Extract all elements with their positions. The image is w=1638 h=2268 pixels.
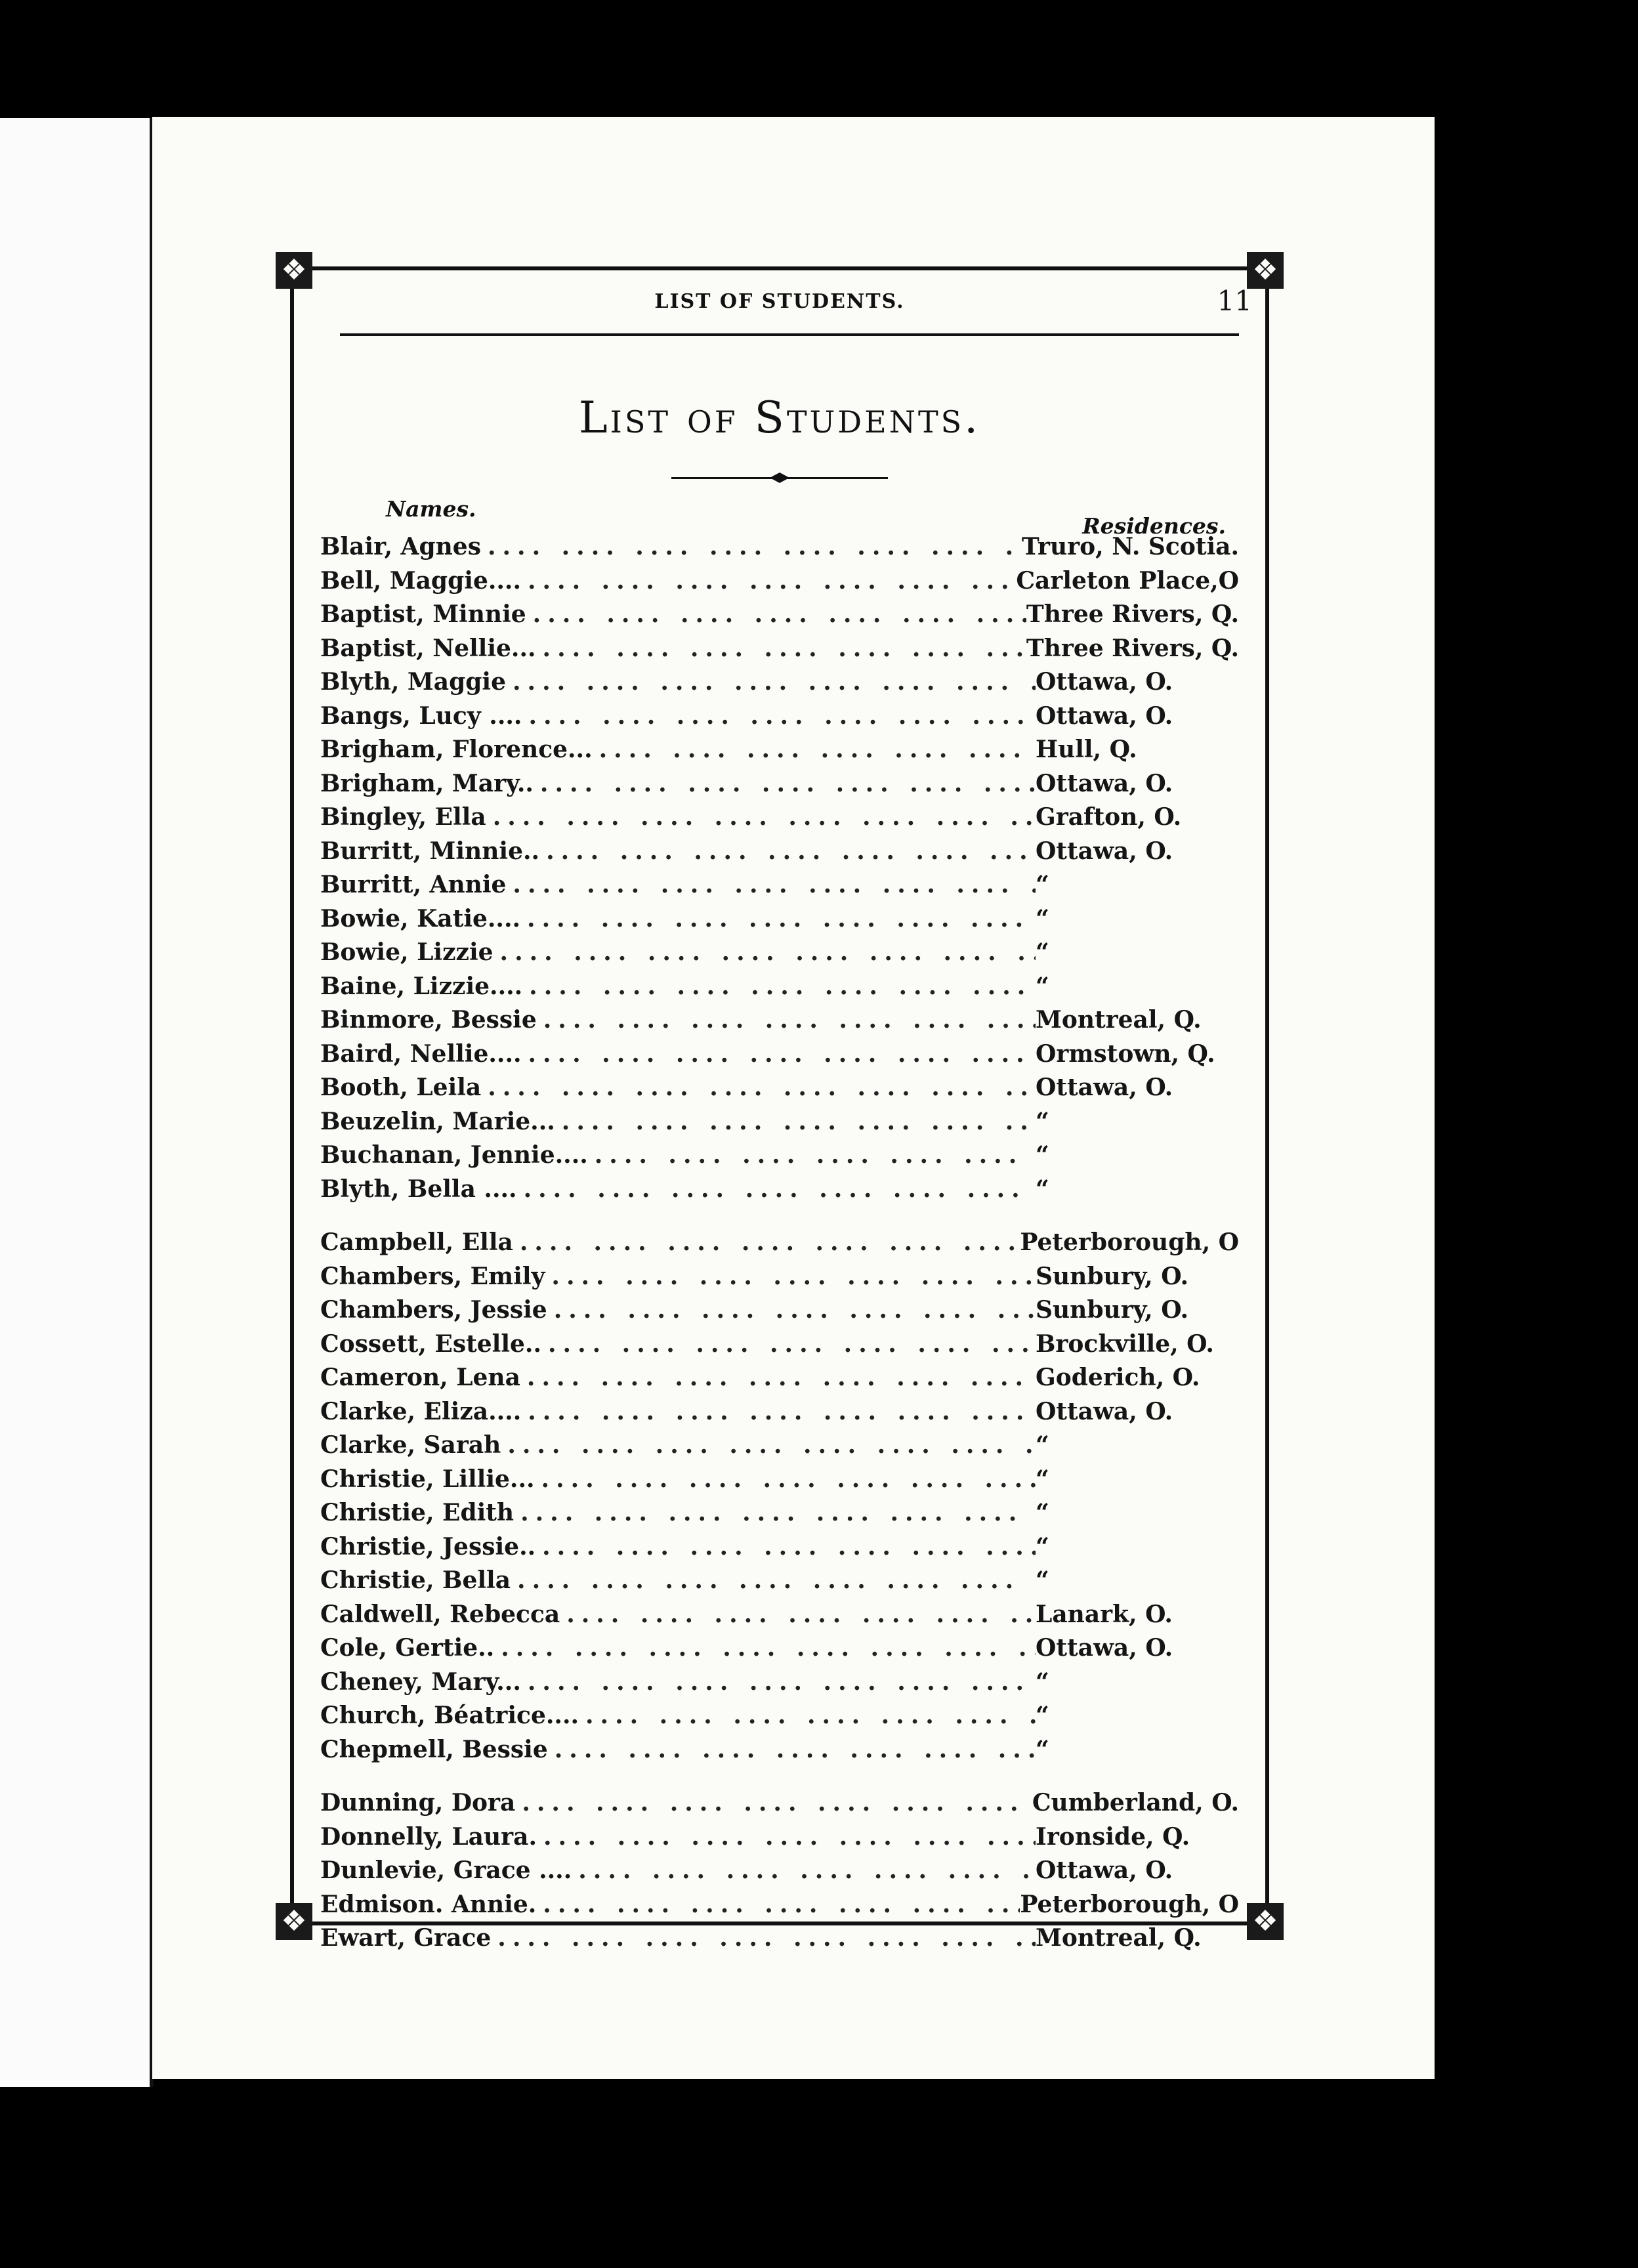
student-name: Bowie, Lizzie — [320, 938, 494, 966]
student-entry — [320, 702, 1239, 736]
student-residence: “ — [1036, 871, 1049, 898]
student-name: Dunning, Dora — [320, 1789, 516, 1816]
dot-leader — [513, 1228, 1020, 1256]
student-entry — [320, 635, 1239, 669]
corner-ornament-icon — [276, 1903, 312, 1940]
student-residence: Ottawa, O. — [1036, 837, 1173, 865]
title-ornament — [671, 472, 888, 483]
student-entry — [320, 736, 1239, 770]
student-name: Cameron, Lena — [320, 1364, 520, 1391]
student-name: Burritt, Annie — [320, 871, 507, 898]
dot-leader — [520, 1364, 1036, 1391]
dot-leader — [514, 1499, 1036, 1526]
student-name: Clarke, Eliza.... — [320, 1397, 522, 1425]
student-residence: “ — [1036, 1735, 1049, 1763]
student-residence: “ — [1036, 1499, 1049, 1526]
student-entry — [320, 1296, 1239, 1330]
student-name: Baine, Lizzie.... — [320, 972, 523, 1000]
student-residence: “ — [1036, 938, 1049, 966]
student-residence: Ottawa, O. — [1036, 769, 1173, 797]
student-name: Clarke, Sarah — [320, 1431, 501, 1459]
student-name: Booth, Leila — [320, 1074, 482, 1101]
dot-leader — [522, 1040, 1036, 1068]
student-name: Chambers, Emily — [320, 1262, 545, 1290]
student-entry — [320, 1499, 1239, 1533]
student-entry — [320, 1175, 1239, 1209]
student-residence: Cumberland, O. — [1032, 1789, 1239, 1816]
student-name: Christie, Lillie... — [320, 1465, 535, 1493]
student-residence: Sunbury, O. — [1036, 1262, 1188, 1290]
student-entry — [320, 837, 1239, 872]
student-entry — [320, 1857, 1239, 1891]
student-entry — [320, 1108, 1239, 1142]
student-residence: Peterborough, O — [1020, 1228, 1239, 1256]
student-residence: Ottawa, O. — [1036, 702, 1173, 730]
student-residence: “ — [1036, 1532, 1049, 1561]
student-entry — [320, 1074, 1239, 1108]
student-name: Ewart, Grace — [320, 1924, 492, 1952]
student-name: Blyth, Bella .... — [320, 1175, 517, 1203]
dot-leader — [521, 567, 1016, 595]
dot-leader — [506, 871, 1036, 898]
dot-leader — [521, 1668, 1036, 1696]
student-residence: Peterborough, O — [1020, 1890, 1239, 1918]
student-name: Buchanan, Jennie.... — [320, 1141, 588, 1169]
student-entry — [320, 1924, 1239, 1958]
dot-leader — [560, 1601, 1036, 1628]
student-name: Bowie, Katie.... — [320, 904, 521, 933]
page-border — [290, 266, 1269, 1952]
student-entry — [320, 1228, 1239, 1263]
residences-column-header: Residences. — [1082, 513, 1226, 539]
dot-leader — [526, 600, 1026, 628]
student-name: Bell, Maggie.... — [320, 566, 521, 595]
student-name: Blair, Agnes — [320, 533, 481, 560]
student-name: Bangs, Lucy .... — [320, 702, 522, 730]
student-residence: “ — [1036, 1107, 1049, 1135]
student-entry — [320, 1364, 1239, 1398]
dot-leader — [491, 1924, 1036, 1952]
student-residence: Goderich, O. — [1036, 1364, 1200, 1391]
dot-leader — [536, 635, 1026, 662]
student-entry — [320, 1823, 1239, 1857]
student-residence: Ottawa, O. — [1036, 668, 1173, 696]
student-entry — [320, 1702, 1239, 1736]
student-residence: Three Rivers, Q. — [1026, 600, 1239, 628]
student-residence: Ormstown, Q. — [1036, 1040, 1215, 1068]
student-entry — [320, 1330, 1239, 1364]
student-entry — [320, 1566, 1239, 1601]
student-entry — [320, 1006, 1239, 1040]
dot-leader — [537, 1823, 1036, 1851]
student-residence: Brockville, O. — [1036, 1330, 1214, 1358]
student-name: Dunlevie, Grace .... — [320, 1857, 572, 1884]
student-name: Campbell, Ella — [320, 1228, 513, 1256]
dot-leader — [521, 1398, 1036, 1425]
student-residence: Sunbury, O. — [1036, 1296, 1188, 1324]
student-entry — [320, 1040, 1239, 1074]
student-name: Brigham, Mary.. — [320, 769, 534, 797]
student-residence: Ottawa, O. — [1036, 1074, 1173, 1101]
group-spacer — [320, 1209, 1239, 1228]
student-residence: “ — [1036, 972, 1049, 1000]
student-name: Blyth, Maggie — [320, 668, 506, 696]
student-residence: “ — [1036, 1431, 1049, 1459]
student-entry — [320, 1668, 1239, 1702]
student-residence: “ — [1036, 1175, 1049, 1203]
dot-leader — [534, 770, 1036, 797]
student-entry — [320, 1634, 1239, 1668]
student-name: Chepmell, Bessie — [320, 1735, 548, 1763]
dot-leader — [481, 533, 1022, 560]
student-residence: “ — [1036, 1668, 1049, 1696]
student-entry — [320, 905, 1239, 939]
page-number: 11 — [1217, 285, 1252, 317]
student-residence: Montreal, Q. — [1036, 1924, 1202, 1952]
student-name: Brigham, Florence... — [320, 736, 593, 763]
header-rule — [340, 333, 1239, 336]
corner-ornament-icon — [1247, 1903, 1284, 1940]
dot-leader — [522, 702, 1036, 730]
dot-leader — [522, 973, 1036, 1000]
student-name: Beuzelin, Marie... — [320, 1107, 555, 1135]
dot-leader — [520, 905, 1036, 933]
student-name: Baptist, Nellie... — [320, 634, 536, 662]
student-residence: “ — [1036, 1465, 1049, 1493]
student-residence: Ottawa, O. — [1036, 1634, 1173, 1662]
student-entry — [320, 1533, 1239, 1567]
page-title: List of Students. — [578, 392, 981, 443]
student-residence: “ — [1036, 1141, 1049, 1169]
student-name: Donnelly, Laura. — [320, 1822, 537, 1851]
dot-leader — [517, 1175, 1036, 1203]
student-entry — [320, 973, 1239, 1007]
student-name: Christie, Jessie.. — [320, 1532, 536, 1561]
student-entry — [320, 567, 1239, 601]
student-entry — [320, 803, 1239, 837]
student-entry — [320, 938, 1239, 973]
dot-leader — [535, 1465, 1036, 1493]
student-entry — [320, 770, 1239, 804]
student-name: Christie, Bella — [320, 1566, 511, 1594]
book-page — [152, 117, 1435, 2079]
student-name: Christie, Edith — [320, 1499, 514, 1526]
facing-page-edge — [0, 118, 154, 2087]
student-name: Baptist, Minnie — [320, 600, 526, 628]
student-residence: Ottawa, O. — [1036, 1857, 1173, 1884]
student-entry — [320, 871, 1239, 905]
student-residence: Lanark, O. — [1036, 1600, 1173, 1628]
dot-leader — [494, 938, 1036, 966]
dot-leader — [547, 1296, 1036, 1324]
group-spacer — [320, 1769, 1239, 1789]
dot-leader — [537, 1006, 1036, 1034]
dot-leader — [501, 1431, 1036, 1459]
student-residence: Ironside, Q. — [1036, 1822, 1190, 1851]
student-name: Binmore, Bessie — [320, 1006, 537, 1034]
dot-leader — [555, 1108, 1036, 1135]
student-residence: Truro, N. Scotia. — [1021, 533, 1239, 560]
names-column-header: Names. — [386, 496, 476, 522]
dot-leader — [511, 1566, 1036, 1594]
student-residence: “ — [1036, 1702, 1049, 1729]
student-entry — [320, 1141, 1239, 1175]
student-name: Church, Béatrice.... — [320, 1702, 579, 1729]
student-entry — [320, 1398, 1239, 1432]
student-name: Edmison. Annie. — [320, 1890, 537, 1918]
student-entry — [320, 1465, 1239, 1500]
student-entry — [320, 1789, 1239, 1823]
corner-ornament-icon — [276, 252, 312, 289]
dot-leader — [572, 1857, 1036, 1884]
student-residence: Montreal, Q. — [1036, 1006, 1202, 1034]
student-name: Cossett, Estelle.. — [320, 1330, 541, 1358]
student-residence: Three Rivers, Q. — [1026, 634, 1239, 662]
student-name: Caldwell, Rebecca — [320, 1600, 560, 1628]
dot-leader — [588, 1141, 1036, 1169]
dot-leader — [539, 837, 1036, 865]
student-name: Chambers, Jessie — [320, 1296, 547, 1324]
dot-leader — [579, 1702, 1036, 1729]
student-entry — [320, 1736, 1239, 1770]
student-name: Cole, Gertie.. — [320, 1634, 495, 1662]
student-entry — [320, 1891, 1239, 1925]
student-entry — [320, 533, 1239, 567]
student-residence: “ — [1036, 904, 1049, 933]
corner-ornament-icon — [1247, 252, 1284, 289]
dot-leader — [506, 668, 1036, 696]
dot-leader — [593, 736, 1036, 763]
student-entry — [320, 600, 1239, 635]
student-entry — [320, 1431, 1239, 1465]
student-residence: Hull, Q. — [1036, 736, 1137, 763]
dot-leader — [515, 1789, 1032, 1816]
dot-leader — [536, 1891, 1020, 1918]
student-entry — [320, 1263, 1239, 1297]
dot-leader — [545, 1263, 1036, 1290]
dot-leader — [541, 1330, 1036, 1358]
student-entry — [320, 668, 1239, 702]
student-entry — [320, 1601, 1239, 1635]
student-name: Bingley, Ella — [320, 803, 486, 831]
student-list — [320, 533, 1239, 1958]
dot-leader — [548, 1736, 1036, 1763]
student-name: Cheney, Mary... — [320, 1668, 521, 1696]
dot-leader — [486, 803, 1036, 831]
student-residence: Ottawa, O. — [1036, 1397, 1173, 1425]
student-residence: Grafton, O. — [1036, 803, 1182, 831]
student-name: Burritt, Minnie.. — [320, 837, 540, 865]
student-name: Baird, Nellie.... — [320, 1040, 522, 1068]
dot-leader — [494, 1634, 1036, 1662]
student-residence: Carleton Place,O — [1016, 566, 1239, 595]
running-head: LIST OF STUDENTS. — [654, 290, 905, 313]
dot-leader — [536, 1533, 1036, 1561]
student-residence: “ — [1036, 1566, 1049, 1594]
dot-leader — [481, 1074, 1036, 1101]
